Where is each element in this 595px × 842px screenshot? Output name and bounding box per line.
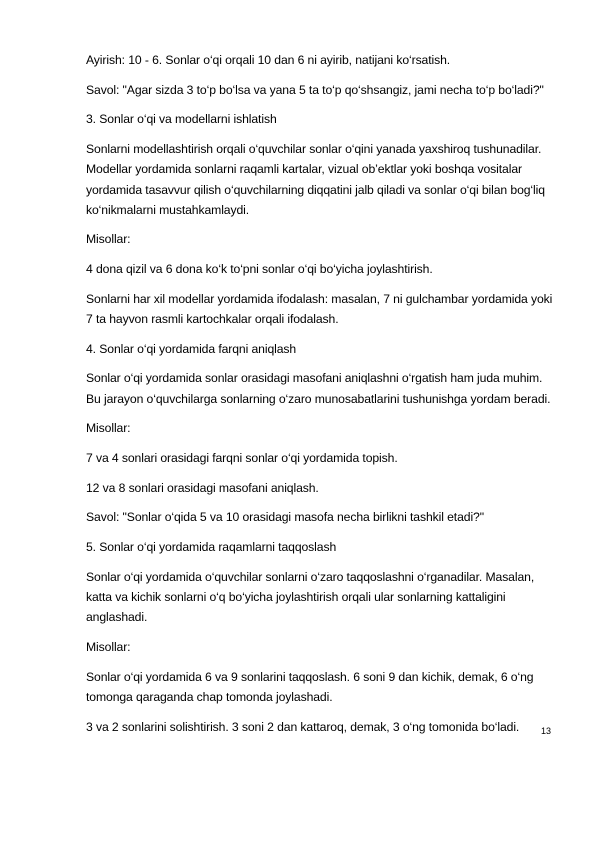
page-content — [86, 50, 556, 746]
paragraph-question-balls: Savol: "Agar sizda 3 to‘p bo‘lsa va yana 5 ta to‘p qo‘shsangiz, jami necha to‘p bo‘ladi?" — [86, 82, 544, 97]
paragraph-comparison-intro: Sonlar o‘qi yordamida o‘quvchilar sonlarni o‘zaro taqqoslashni o‘rganadilar. Masalan, katta va kichik sonlarni o‘q bo‘yicha joylashtirish orqali ular sonlarning kattaligini anglashadi. — [86, 569, 535, 625]
page-number: 13 — [540, 726, 551, 736]
paragraph-example-compare-3-2: 3 va 2 sonlarini solishtirish. 3 soni 2 dan kattaroq, demak, 3 o‘ng tomonida bo‘ladi. — [86, 719, 520, 734]
paragraph-subtraction-example: Ayirish: 10 - 6. Sonlar o‘qi orqali 10 dan 6 ni ayirib, natijani ko‘rsatish. — [86, 53, 451, 67]
section-heading-5: 5. Sonlar o‘qi yordamida raqamlarni taqqoslash — [86, 540, 337, 555]
paragraph-example-models: Sonlarni har xil modellar yordamida ifodalash: masalan, 7 ni gulchambar yordamida yoki 7 ta hayvon rasmli kartochkalar orqali ifodalash. — [86, 291, 553, 327]
examples-label: Misollar: — [86, 232, 131, 247]
paragraph-modeling-intro: Sonlarni modellashtirish orqali o‘quvchilar sonlar o‘qini yanada yaxshiroq tushunadilar. Modellar yordamida sonlarni raqamli kartalar, vizual ob’ektlar yoki boshqa vositalar yordamida tasavvur qilish o‘quvchilarning diqqatini jalb qiladi va sonlar o‘qi bilan bog‘liq ko‘nikmalarni mustahkamlaydi. — [86, 142, 545, 217]
examples-label: Misollar: — [86, 421, 131, 436]
section-heading-4: 4. Sonlar o‘qi yordamida farqni aniqlash — [86, 341, 297, 356]
examples-label: Misollar: — [86, 639, 131, 654]
paragraph-difference-intro: Sonlar o‘qi yordamida sonlar orasidagi masofani aniqlashni o‘rgatish ham juda muhim. Bu jarayon o‘quvchilarga sonlarning o‘zaro munosabatlarini tushunishga yordam beradi. — [86, 371, 551, 406]
paragraph-question-distance: Savol: "Sonlar o‘qida 5 va 10 orasidagi masofa necha birlikni tashkil etadi?" — [86, 510, 484, 525]
paragraph-example-difference: 7 va 4 sonlari orasidagi farqni sonlar o‘qi yordamida topish. — [86, 451, 398, 466]
section-heading-3: 3. Sonlar o‘qi va modellarni ishlatish — [86, 112, 277, 127]
paragraph-example-balls: 4 dona qizil va 6 dona ko‘k to‘pni sonlar o‘qi bo‘yicha joylashtirish. — [86, 262, 433, 277]
paragraph-example-compare-6-9: Sonlar o‘qi yordamida 6 va 9 sonlarini taqqoslash. 6 soni 9 dan kichik, demak, 6 o‘ng tomonga qaraganda chap tomonda joylashadi. — [86, 669, 534, 704]
paragraph-example-distance: 12 va 8 sonlari orasidagi masofani aniqlash. — [86, 480, 319, 495]
